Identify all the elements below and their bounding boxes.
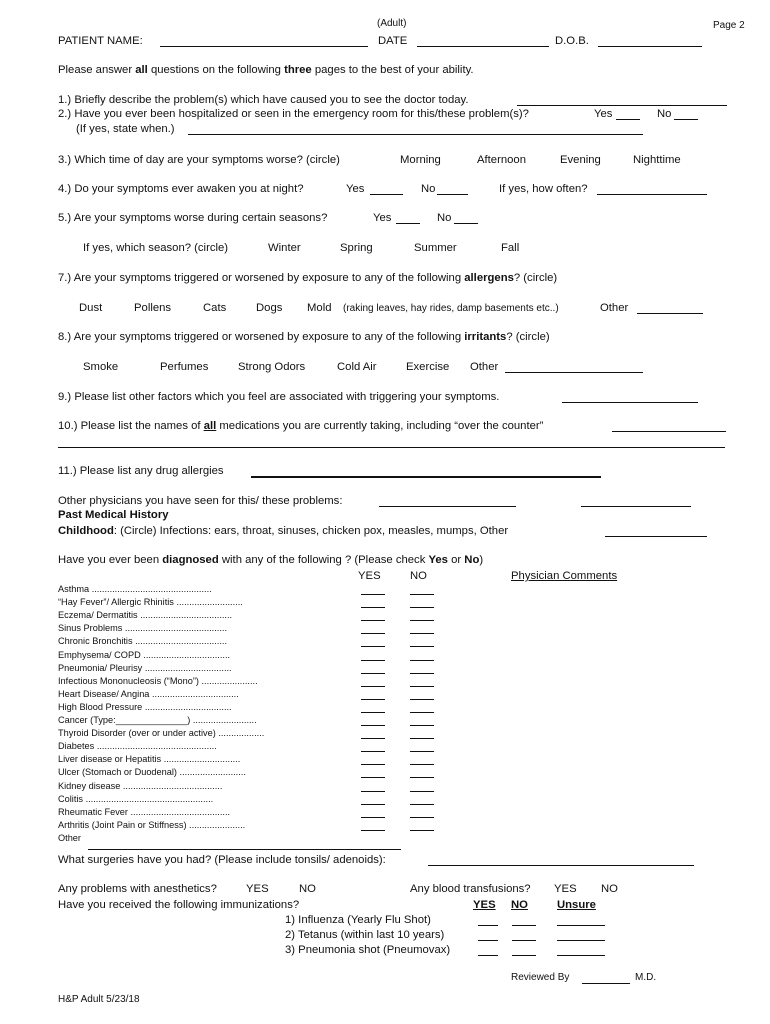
question-5-if-yes: If yes, which season? (circle) — [83, 242, 229, 254]
condition-yes-blank[interactable] — [361, 686, 385, 687]
condition-label: Arthritis (Joint Pain or Stiffness) ...................... — [58, 819, 246, 830]
condition-label: “Hay Fever”/ Allergic Rhinitis .......................... — [58, 597, 243, 608]
condition-no-blank[interactable] — [410, 777, 434, 778]
date-label: DATE — [378, 35, 408, 47]
condition-yes-blank[interactable] — [361, 660, 385, 661]
condition-yes-blank[interactable] — [361, 830, 385, 831]
condition-label: Emphysema/ COPD .................................. — [58, 649, 231, 660]
question-2-no: No — [657, 108, 672, 120]
immunization-yes-blank[interactable] — [478, 955, 498, 956]
irritant-option-smoke[interactable]: Smoke — [83, 361, 119, 373]
question-4-how-often: If yes, how often? — [499, 183, 588, 195]
condition-no-blank[interactable] — [410, 764, 434, 765]
question-2-when-field[interactable] — [188, 134, 643, 135]
transfusions-yes[interactable]: YES — [554, 883, 577, 895]
immunization-item: 3) Pneumonia shot (Pneumovax) — [285, 944, 451, 956]
allergen-other-field[interactable] — [637, 313, 703, 314]
question-10: 10.) Please list the names of all medications you are currently taking, including “over the counter” — [58, 420, 544, 432]
condition-label: Asthma ............................................... — [58, 584, 212, 594]
condition-no-blank[interactable] — [410, 791, 434, 792]
immunization-no-blank[interactable] — [512, 940, 536, 941]
anesthetics-no[interactable]: NO — [299, 883, 316, 895]
condition-yes-blank[interactable] — [361, 646, 385, 647]
question-7: 7.) Are your symptoms triggered or worsened by exposure to any of the following allergens? (circle) — [58, 272, 558, 284]
question-5-no-blank[interactable] — [454, 223, 478, 224]
question-10-answer[interactable] — [612, 431, 726, 432]
immunization-no-blank[interactable] — [512, 955, 536, 956]
condition-label: High Blood Pressure .................................. — [58, 701, 232, 712]
season-option-summer[interactable]: Summer — [414, 242, 457, 254]
question-5-no: No — [437, 212, 452, 224]
other-physicians-field-1[interactable] — [379, 506, 516, 507]
condition-no-blank[interactable] — [410, 607, 434, 608]
condition-yes-blank[interactable] — [361, 804, 385, 805]
past-medical-history-title: Past Medical History — [58, 509, 169, 521]
dob-label: D.O.B. — [555, 35, 589, 47]
season-option-winter[interactable]: Winter — [268, 242, 301, 254]
immunizations-column-no: NO — [511, 899, 528, 911]
question-2: 2.) Have you ever been hospitalized or seen in the emergency room for this/these problem(s)? — [58, 108, 529, 120]
condition-no-blank[interactable] — [410, 633, 434, 634]
condition-yes-blank[interactable] — [361, 738, 385, 739]
condition-no-blank[interactable] — [410, 804, 434, 805]
condition-label: Thyroid Disorder (over or under active) .................. — [58, 728, 265, 739]
transfusions-no[interactable]: NO — [601, 883, 618, 895]
condition-yes-blank[interactable] — [361, 699, 385, 700]
childhood-infections: Childhood: (Circle) Infections: ears, throat, sinuses, chicken pox, measles, mumps, Other — [58, 525, 509, 537]
condition-no-blank[interactable] — [410, 620, 434, 621]
column-physician-comments: Physician Comments — [511, 570, 618, 582]
immunization-yes-blank[interactable] — [478, 925, 498, 926]
diagnosed-question: Have you ever been diagnosed with any of the following ? (Please check Yes or No) — [58, 554, 484, 566]
date-field[interactable] — [417, 46, 549, 47]
condition-yes-blank[interactable] — [361, 751, 385, 752]
patient-name-field[interactable] — [160, 46, 368, 47]
time-option-evening[interactable]: Evening — [560, 154, 601, 166]
immunization-unsure-blank[interactable] — [557, 940, 605, 941]
irritant-option-exercise[interactable]: Exercise — [406, 361, 450, 373]
condition-yes-blank[interactable] — [361, 791, 385, 792]
immunizations-column-unsure: Unsure — [557, 899, 596, 911]
condition-yes-blank[interactable] — [361, 725, 385, 726]
page-number: Page 2 — [713, 20, 745, 31]
question-11-answer[interactable] — [251, 476, 601, 478]
immunization-item: 2) Tetanus (within last 10 years) — [285, 929, 445, 941]
question-4-no-blank[interactable] — [437, 194, 468, 195]
question-11: 11.) Please list any drug allergies — [58, 465, 224, 477]
question-5-yes: Yes — [373, 212, 392, 224]
condition-yes-blank[interactable] — [361, 633, 385, 634]
immunization-item: 1) Influenza (Yearly Flu Shot) — [285, 914, 431, 926]
immunization-no-blank[interactable] — [512, 925, 536, 926]
surgeries-question: What surgeries have you had? (Please include tonsils/ adenoids): — [58, 854, 386, 866]
condition-yes-blank[interactable] — [361, 594, 385, 595]
question-4-no: No — [421, 183, 436, 195]
season-option-fall[interactable]: Fall — [501, 242, 520, 254]
irritant-option-cold-air[interactable]: Cold Air — [337, 361, 377, 373]
condition-label: Infectious Mononucleosis (“Mono”) ...................... — [58, 675, 258, 686]
question-10-answer-line-2[interactable] — [58, 447, 725, 448]
condition-no-blank[interactable] — [410, 646, 434, 647]
question-4: 4.) Do your symptoms ever awaken you at night? — [58, 183, 304, 195]
condition-no-blank[interactable] — [410, 699, 434, 700]
immunization-unsure-blank[interactable] — [557, 925, 605, 926]
condition-label: Rheumatic Fever ....................................... — [58, 806, 231, 817]
question-5-yes-blank[interactable] — [396, 223, 420, 224]
childhood-other-field[interactable] — [605, 536, 707, 537]
question-1-answer[interactable] — [517, 105, 727, 106]
question-9-answer[interactable] — [562, 402, 698, 403]
question-1: 1.) Briefly describe the problem(s) which have caused you to see the doctor today. — [58, 94, 469, 106]
mold-note: (raking leaves, hay rides, damp basements etc..) — [343, 303, 559, 314]
irritant-option-perfumes[interactable]: Perfumes — [160, 361, 209, 373]
condition-label: Kidney disease ....................................... — [58, 780, 223, 791]
condition-yes-blank[interactable] — [361, 764, 385, 765]
condition-no-blank[interactable] — [410, 673, 434, 674]
immunizations-question: Have you received the following immunizations? — [58, 899, 300, 911]
allergen-option-pollens[interactable]: Pollens — [134, 302, 172, 314]
condition-no-blank[interactable] — [410, 660, 434, 661]
dob-field[interactable] — [598, 46, 702, 47]
other-physicians-label: Other physicians you have seen for this/ these problems: — [58, 495, 343, 507]
condition-label: Heart Disease/ Angina .................................. — [58, 688, 239, 699]
condition-no-blank[interactable] — [410, 594, 434, 595]
time-option-afternoon[interactable]: Afternoon — [477, 154, 526, 166]
condition-label: Chronic Bronchitis .................................... — [58, 636, 227, 647]
irritant-option-other: Other — [470, 361, 499, 373]
condition-no-blank[interactable] — [410, 712, 434, 713]
question-4-yes-blank[interactable] — [370, 194, 403, 195]
season-option-spring[interactable]: Spring — [340, 242, 373, 254]
allergen-option-cats[interactable]: Cats — [203, 302, 227, 314]
reviewed-by-label: Reviewed By — [511, 972, 570, 983]
question-2-yes-blank[interactable] — [616, 119, 640, 120]
column-no: NO — [410, 570, 427, 582]
condition-no-blank[interactable] — [410, 751, 434, 752]
condition-yes-blank[interactable] — [361, 817, 385, 818]
allergen-option-other: Other — [600, 302, 629, 314]
condition-label: Ulcer (Stomach or Duodenal) .......................... — [58, 767, 246, 778]
anesthetics-yes[interactable]: YES — [246, 883, 269, 895]
allergen-option-dogs[interactable]: Dogs — [256, 302, 283, 314]
condition-yes-blank[interactable] — [361, 673, 385, 674]
condition-no-blank[interactable] — [410, 830, 434, 831]
irritant-option-strong-odors[interactable]: Strong Odors — [238, 361, 306, 373]
question-2-no-blank[interactable] — [674, 119, 698, 120]
reviewed-by-field[interactable] — [582, 983, 630, 984]
allergen-option-dust[interactable]: Dust — [79, 302, 103, 314]
immunizations-column-yes: YES — [473, 899, 496, 911]
immunization-unsure-blank[interactable] — [557, 955, 605, 956]
condition-no-blank[interactable] — [410, 725, 434, 726]
question-2-if-yes: (If yes, state when.) — [76, 123, 175, 135]
irritant-other-field[interactable] — [505, 372, 643, 373]
condition-no-blank[interactable] — [410, 686, 434, 687]
condition-yes-blank[interactable] — [361, 620, 385, 621]
md-label: M.D. — [635, 972, 657, 983]
question-4-yes: Yes — [346, 183, 365, 195]
condition-label: Sinus Problems ........................................ — [58, 623, 227, 634]
column-yes: YES — [358, 570, 381, 582]
question-9: 9.) Please list other factors which you feel are associated with triggering your symptoms. — [58, 391, 500, 403]
condition-label: Other — [58, 832, 81, 843]
condition-label: Diabetes ............................................... — [58, 741, 217, 752]
condition-no-blank[interactable] — [410, 738, 434, 739]
question-3: 3.) Which time of day are your symptoms worse? (circle) — [58, 154, 340, 166]
condition-no-blank[interactable] — [410, 817, 434, 818]
condition-yes-blank[interactable] — [361, 777, 385, 778]
question-4-how-often-field[interactable] — [597, 194, 707, 195]
question-8: 8.) Are your symptoms triggered or worsened by exposure to any of the following irritants? (circle) — [58, 331, 550, 343]
immunization-yes-blank[interactable] — [478, 940, 498, 941]
question-5: 5.) Are your symptoms worse during certain seasons? — [58, 212, 328, 224]
adult-label: (Adult) — [377, 18, 407, 29]
question-2-yes: Yes — [594, 108, 613, 120]
condition-label: Liver disease or Hepatitis .............................. — [58, 754, 241, 765]
time-option-morning[interactable]: Morning — [400, 154, 441, 166]
condition-label: Eczema/ Dermatitis .................................... — [58, 610, 233, 621]
condition-label: Pneumonia/ Pleurisy .................................. — [58, 662, 232, 673]
surgeries-field[interactable] — [428, 865, 694, 866]
transfusions-question: Any blood transfusions? — [410, 883, 531, 895]
patient-name-label: PATIENT NAME: — [58, 35, 143, 47]
allergen-option-mold[interactable]: Mold — [307, 302, 332, 314]
condition-yes-blank[interactable] — [361, 712, 385, 713]
other-condition-field[interactable] — [88, 849, 401, 850]
footer-form-id: H&P Adult 5/23/18 — [58, 994, 140, 1005]
other-physicians-field-2[interactable] — [581, 506, 691, 507]
anesthetics-question: Any problems with anesthetics? — [58, 883, 217, 895]
time-option-nighttime[interactable]: Nighttime — [633, 154, 681, 166]
condition-yes-blank[interactable] — [361, 607, 385, 608]
condition-label: Colitis .................................................. — [58, 793, 214, 804]
intro-text: Please answer all questions on the following three pages to the best of your ability. — [58, 64, 474, 76]
condition-label: Cancer (Type:______________) ......................... — [58, 715, 257, 725]
